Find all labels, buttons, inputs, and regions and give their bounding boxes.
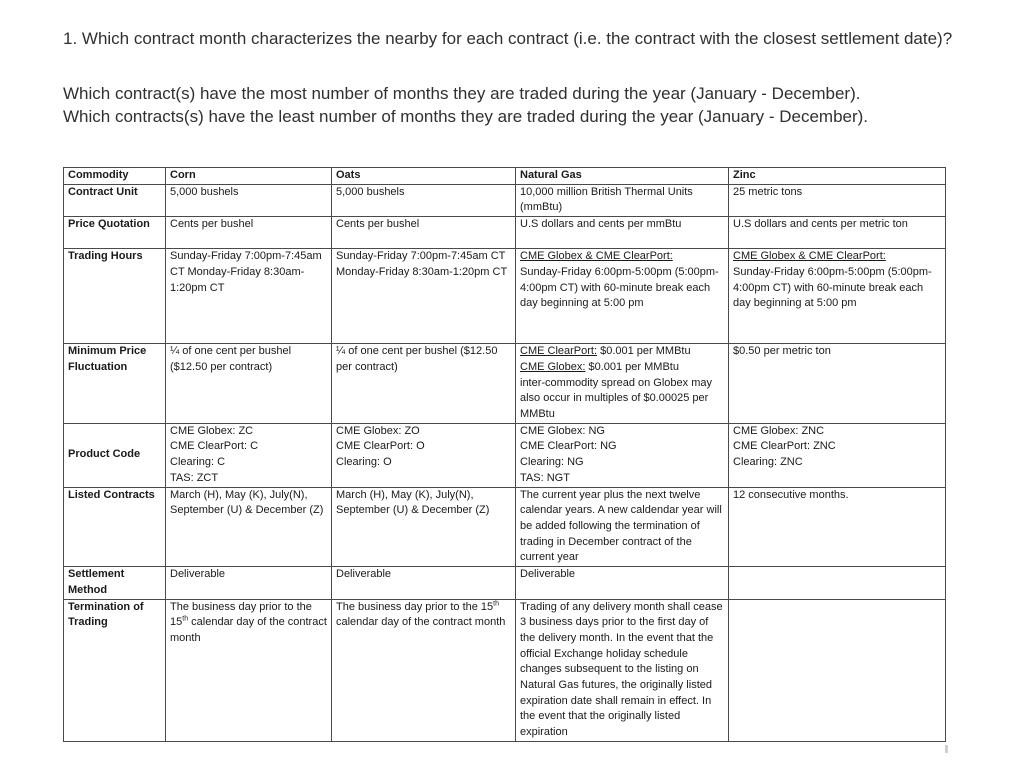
tick-gas-clearport-label: CME ClearPort: xyxy=(520,345,598,358)
cell-tick-zinc: $0.50 per metric ton xyxy=(729,344,946,424)
tick-gas-clearport-value: $0.001 per MMBtu xyxy=(597,345,691,358)
code-gas-clearport: CME ClearPort: NG xyxy=(520,440,617,453)
cell-term-oats xyxy=(332,599,516,741)
code-zinc-clearport: CME ClearPort: ZNC xyxy=(733,440,836,453)
cell-quote-gas: U.S dollars and cents per mmBtu xyxy=(516,217,729,249)
cell-quote-corn: Cents per bushel xyxy=(166,217,332,249)
table-row-code xyxy=(64,423,946,487)
table-row-unit xyxy=(64,184,946,216)
cell-listed-gas: The current year plus the next twelve calendar years. A new caldendar year will be added following the termination of trading in December contract of the current year xyxy=(516,487,729,567)
row-label-settlement: Settlement Method xyxy=(64,567,166,599)
question-2 xyxy=(63,82,953,128)
row-label-termination: Termination of Trading xyxy=(64,599,166,741)
scroll-edge-mark xyxy=(945,745,948,753)
hours-zinc-text: Sunday-Friday 6:00pm-5:00pm (5:00pm-4:00pm CT) with 60-minute break each day beginning at 5:00 pm xyxy=(733,265,932,310)
code-oats-clearport: CME ClearPort: O xyxy=(336,440,425,453)
term-oats-text-a: The business day prior to the 15 xyxy=(336,600,494,613)
term-corn-text-a: The business day prior to the 15 xyxy=(170,600,312,629)
cell-commodity-gas: Natural Gas xyxy=(516,168,729,185)
cell-tick-corn: ¼ of one cent per bushel ($12.50 per contract) xyxy=(166,344,332,424)
contract-specs-table xyxy=(63,167,946,742)
question-1-text: 1. Which contract month characterizes the nearby for each contract (i.e. the contract with the closest settlement date)? xyxy=(63,29,953,48)
code-gas-clearing: Clearing: NG xyxy=(520,456,584,469)
tick-gas-globex-label: CME Globex: xyxy=(520,360,586,373)
term-corn-text-b: calendar day of the contract month xyxy=(170,616,327,644)
table-row-tick xyxy=(64,344,946,424)
hours-zinc-venue: CME Globex & CME ClearPort: xyxy=(733,250,886,263)
cell-commodity-zinc: Zinc xyxy=(729,168,946,185)
question-2-line-1: Which contract(s) have the most number of months they are traded during the year (January - December). xyxy=(63,84,861,103)
code-gas-tas: TAS: NGT xyxy=(520,471,570,484)
table-row-quote xyxy=(64,217,946,249)
cell-unit-oats: 5,000 bushels xyxy=(332,184,516,216)
hours-gas-venue: CME Globex & CME ClearPort: xyxy=(520,250,673,263)
cell-code-zinc xyxy=(729,423,946,487)
code-oats-clearing: Clearing: O xyxy=(336,456,392,469)
table-row-commodity xyxy=(64,168,946,185)
row-label-quote: Price Quotation xyxy=(64,217,166,249)
cell-hours-oats: Sunday-Friday 7:00pm-7:45am CT Monday-Friday 8:30am-1:20pm CT xyxy=(332,249,516,344)
cell-tick-oats: ¼ of one cent per bushel ($12.50 per contract) xyxy=(332,344,516,424)
cell-commodity-corn: Corn xyxy=(166,168,332,185)
cell-term-gas: Trading of any delivery month shall cease 3 business days prior to the first day of the delivery month. In the event that the official Exchange holiday schedule changes subsequent to the listing on Natural Gas futures, the originally listed expiration date shall remain in effect. In the event that the originally listed expiration xyxy=(516,599,729,741)
cell-settle-gas: Deliverable xyxy=(516,567,729,599)
code-corn-clearport: CME ClearPort: C xyxy=(170,440,259,453)
cell-listed-zinc: 12 consecutive months. xyxy=(729,487,946,567)
cell-settle-oats: Deliverable xyxy=(332,567,516,599)
table-row-termination xyxy=(64,599,946,741)
cell-tick-gas xyxy=(516,344,729,424)
table-row-settlement xyxy=(64,567,946,599)
term-corn-sup: th xyxy=(182,615,189,623)
table-row-hours xyxy=(64,249,946,344)
cell-hours-gas xyxy=(516,249,729,344)
code-corn-globex: CME Globex: ZC xyxy=(170,424,254,437)
term-oats-text-b: calendar day of the contract month xyxy=(336,616,506,629)
cell-code-oats xyxy=(332,423,516,487)
row-label-code: Product Code xyxy=(64,423,166,487)
question-1 xyxy=(63,27,953,50)
code-oats-globex: CME Globex: ZO xyxy=(336,424,420,437)
cell-commodity-oats: Oats xyxy=(332,168,516,185)
cell-unit-corn: 5,000 bushels xyxy=(166,184,332,216)
row-label-unit: Contract Unit xyxy=(64,184,166,216)
cell-quote-oats: Cents per bushel xyxy=(332,217,516,249)
cell-listed-oats: March (H), May (K), July(N), September (U) & December (Z) xyxy=(332,487,516,567)
cell-unit-gas: 10,000 million British Thermal Units (mmBtu) xyxy=(516,184,729,216)
tick-gas-spread-text: inter-commodity spread on Globex may also occur in multiples of $0.00025 per MMBtu xyxy=(520,376,712,420)
cell-hours-zinc xyxy=(729,249,946,344)
row-label-commodity: Commodity xyxy=(64,168,166,185)
term-oats-sup: th xyxy=(493,599,499,607)
cell-code-corn xyxy=(166,423,332,487)
row-label-hours: Trading Hours xyxy=(64,249,166,344)
cell-code-gas xyxy=(516,423,729,487)
cell-term-zinc xyxy=(729,599,946,741)
row-label-tick: Minimum Price Fluctuation xyxy=(64,344,166,424)
cell-quote-zinc: U.S dollars and cents per metric ton xyxy=(729,217,946,249)
cell-term-corn xyxy=(166,599,332,741)
page-cutoff xyxy=(0,745,1024,772)
code-corn-tas: TAS: ZCT xyxy=(170,471,219,484)
tick-gas-globex-value: $0.001 per MMBtu xyxy=(585,360,679,373)
question-2-line-2: Which contracts(s) have the least number of months they are traded during the year (January - December). xyxy=(63,107,869,126)
code-zinc-clearing: Clearing: ZNC xyxy=(733,456,803,469)
row-label-listed: Listed Contracts xyxy=(64,487,166,567)
cell-settle-zinc xyxy=(729,567,946,599)
cell-unit-zinc: 25 metric tons xyxy=(729,184,946,216)
hours-gas-text: Sunday-Friday 6:00pm-5:00pm (5:00pm-4:00pm CT) with 60-minute break each day beginning at 5:00 pm xyxy=(520,265,719,310)
cell-listed-corn: March (H), May (K), July(N), September (U) & December (Z) xyxy=(166,487,332,567)
code-corn-clearing: Clearing: C xyxy=(170,456,226,469)
code-zinc-globex: CME Globex: ZNC xyxy=(733,424,825,437)
table-row-listed xyxy=(64,487,946,567)
cell-hours-corn: Sunday-Friday 7:00pm-7:45am CT Monday-Friday 8:30am-1:20pm CT xyxy=(166,249,332,344)
cell-settle-corn: Deliverable xyxy=(166,567,332,599)
code-gas-globex: CME Globex: NG xyxy=(520,424,605,437)
